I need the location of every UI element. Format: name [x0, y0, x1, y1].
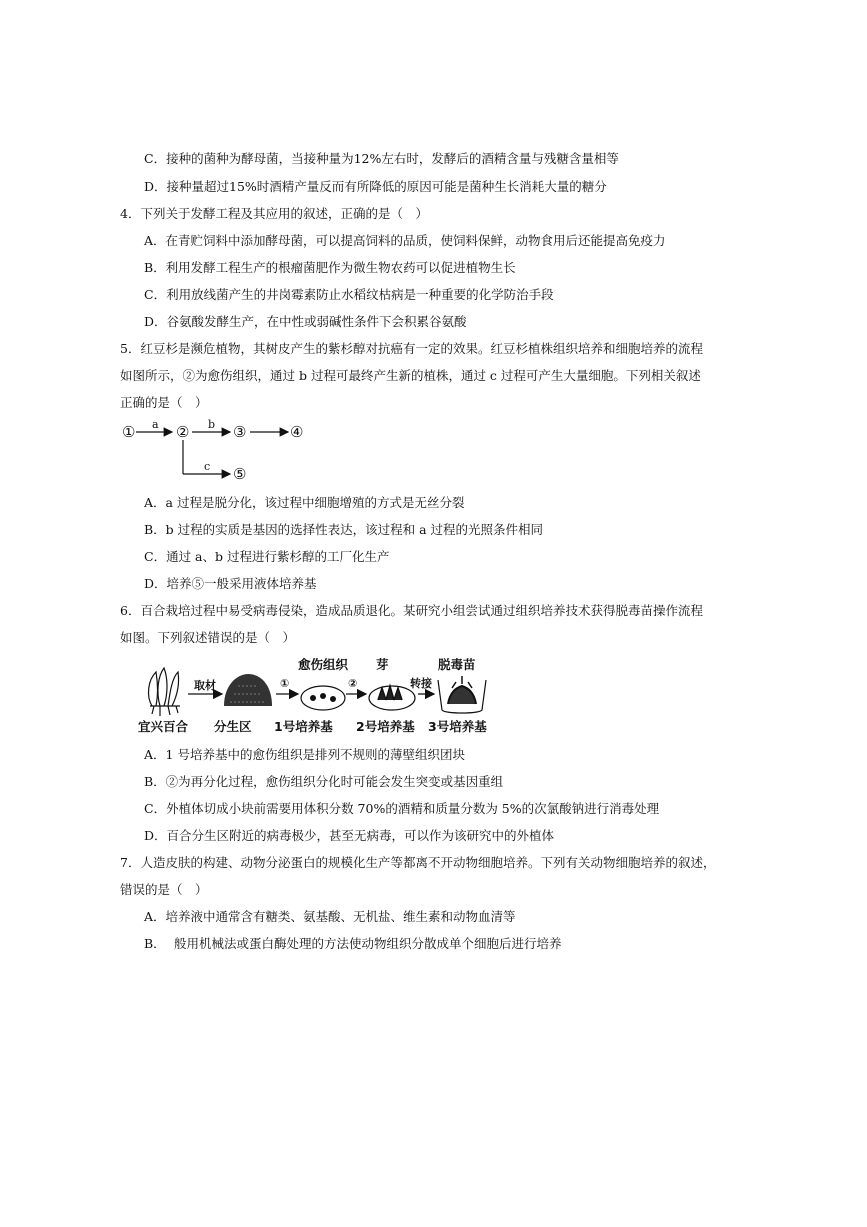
q4-option-c: C．利用放线菌产生的井岗霉素防止水稻纹枯病是一种重要的化学防治手段 [144, 287, 554, 302]
flow-label-a: a [152, 418, 159, 431]
q5-stem-line2: 如图所示，②为愈伤组织，通过 b 过程可最终产生新的植株，通过 c 过程可产生大量细胞。下列相关叙述 [120, 368, 701, 383]
q4-stem: 4．下列关于发酵工程及其应用的叙述，正确的是（ ） [120, 206, 428, 221]
label-medium-1: 1号培养基 [274, 719, 333, 734]
q7-stem-line1: 7．人造皮肤的构建、动物分泌蛋白的规模化生产等都离不开动物细胞培养。下列有关动物细胞培养的叙述， [120, 855, 716, 870]
q5-flow-arrows [118, 420, 318, 486]
label-virus-free-seedling: 脱毒苗 [438, 657, 476, 672]
flow-label-b: b [208, 418, 216, 431]
label-meristem: 分生区 [214, 719, 252, 734]
flow-node-5: ⑤ [233, 465, 247, 483]
q6-option-b: B．②为再分化过程，愈伤组织分化时可能会发生突变或基因重组 [144, 774, 504, 789]
q7-stem-line2: 错误的是（ ） [120, 882, 208, 897]
label-callus: 愈伤组织 [298, 657, 349, 672]
flow-node-2: ② [176, 423, 190, 441]
q5-option-b: B．b 过程的实质是基因的选择性表达，该过程和 a 过程的光照条件相同 [144, 522, 544, 537]
arrow-label-2: ② [348, 677, 358, 690]
flow-node-4: ④ [290, 423, 304, 441]
q5-option-a: A．a 过程是脱分化，该过程中细胞增殖的方式是无丝分裂 [144, 495, 465, 510]
arrow-label-take: 取材 [194, 679, 216, 692]
q7-option-b: 般用机械法或蛋白酶处理的方法使动物组织分散成单个细胞后进行培养 [174, 936, 562, 951]
flow-node-1: ① [122, 423, 136, 441]
q7-option-b-letter: B． [144, 936, 166, 951]
label-medium-2: 2号培养基 [356, 719, 415, 734]
q6-stem-line2: 如图。下列叙述错误的是（ ） [120, 630, 296, 645]
flow-label-c: c [204, 460, 211, 473]
q7-option-a: A．培养液中通常含有糖类、氨基酸、无机盐、维生素和动物血清等 [144, 909, 516, 924]
q3-option-c: C．接种的菌种为酵母菌，当接种量为12%左右时，发酵后的酒精含量与残糖含量相等 [144, 151, 619, 166]
flow-node-3: ③ [233, 423, 247, 441]
q6-option-c: C．外植体切成小块前需要用体积分数 70%的酒精和质量分数为 5%的次氯酸钠进行消毒处理 [144, 801, 660, 816]
arrow-label-1: ① [280, 677, 290, 690]
arrow-label-transfer: 转接 [410, 677, 432, 690]
q5-option-d: D．培养⑤一般采用液体培养基 [144, 576, 317, 591]
q6-option-d: D．百合分生区附近的病毒极少，甚至无病毒，可以作为该研究中的外植体 [144, 828, 555, 843]
q6-option-a: A．1 号培养基中的愈伤组织是排列不规则的薄壁组织团块 [144, 747, 465, 762]
q5-stem-line1: 5．红豆杉是濒危植物，其树皮产生的紫杉醇对抗癌有一定的效果。红豆杉植株组织培养和细胞培养的流程 [120, 341, 703, 356]
q3-option-d: D．接种量超过15%时酒精产量反而有所降低的原因可能是菌种生长消耗大量的糖分 [144, 179, 607, 194]
label-bud: 芽 [376, 657, 389, 672]
q6-stem-line1: 6．百合栽培过程中易受病毒侵染，造成品质退化。某研究小组尝试通过组织培养技术获得脱毒苗操作流程 [120, 603, 703, 618]
petri-dish-2-icon [369, 686, 415, 710]
q5-flow-diagram [118, 420, 318, 486]
lily-bulb-icon [149, 668, 180, 716]
q4-option-a: A．在青贮饲料中添加酵母菌，可以提高饲料的品质，使饲料保鲜，动物食用后还能提高免疫力 [144, 233, 666, 248]
label-yixing-lily: 宜兴百合 [138, 719, 189, 734]
q5-option-c: C．通过 a、b 过程进行紫杉醇的工厂化生产 [144, 549, 390, 564]
beaker-icon [438, 676, 486, 713]
meristem-icon [224, 674, 272, 706]
petri-dish-1-icon [301, 686, 345, 710]
q4-option-d: D．谷氨酸发酵生产，在中性或弱碱性条件下会积累谷氨酸 [144, 314, 467, 329]
label-medium-3: 3号培养基 [428, 719, 487, 734]
q4-option-b: B．利用发酵工程生产的根瘤菌肥作为微生物农药可以促进植物生长 [144, 260, 516, 275]
q6-flow-diagram [138, 658, 510, 742]
q5-stem-line3: 正确的是（ ） [120, 395, 208, 410]
